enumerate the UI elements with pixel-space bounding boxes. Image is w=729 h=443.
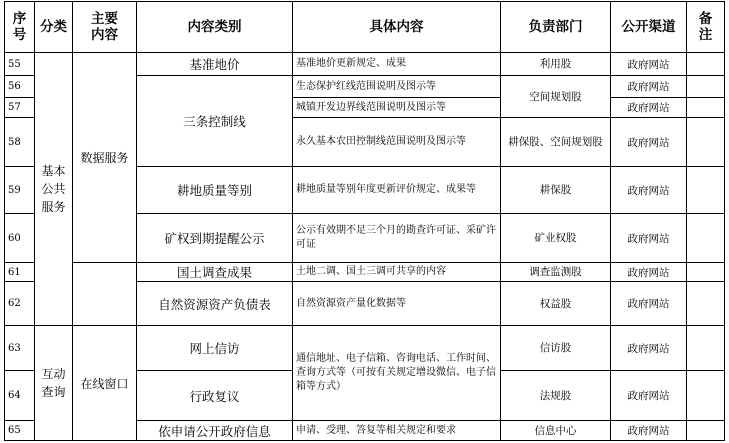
remark-cell xyxy=(687,167,725,214)
channel-cell: 政府网站 xyxy=(611,118,687,167)
remark-cell xyxy=(687,371,725,421)
department-cell: 利用股 xyxy=(501,53,611,76)
channel-cell: 政府网站 xyxy=(611,214,687,263)
content-type-cell: 国土调查成果 xyxy=(137,263,293,282)
department-cell: 耕保股、空间规划股 xyxy=(501,118,611,167)
detail-cell: 通信地址、电子信箱、咨询电话、工作时间、查询方式等（可按有关规定增设微信、电子信箱等方式） xyxy=(293,326,501,421)
row-number: 63 xyxy=(5,326,35,371)
main-content-cell xyxy=(73,263,137,326)
detail-cell: 自然资源资产量化数据等 xyxy=(293,282,501,326)
detail-cell: 耕地质量等别年度更新评价规定、成果等 xyxy=(293,167,501,214)
department-cell: 信访股 xyxy=(501,326,611,371)
remark-cell xyxy=(687,282,725,326)
remark-cell xyxy=(687,263,725,282)
header-channel: 公开渠道 xyxy=(611,2,687,53)
department-cell: 矿业权股 xyxy=(501,214,611,263)
row-number: 57 xyxy=(5,98,35,118)
row-number: 61 xyxy=(5,263,35,282)
detail-cell: 城镇开发边界线范围说明及图示等 xyxy=(293,98,501,118)
department-cell: 权益股 xyxy=(501,282,611,326)
remark-cell xyxy=(687,118,725,167)
header-department: 负责部门 xyxy=(501,2,611,53)
header-content-type: 内容类别 xyxy=(137,2,293,53)
row-number: 56 xyxy=(5,76,35,98)
remark-cell xyxy=(687,421,725,441)
content-type-cell: 基准地价 xyxy=(137,53,293,76)
content-type-cell: 依申请公开政府信息 xyxy=(137,421,293,441)
row-number: 62 xyxy=(5,282,35,326)
channel-cell: 政府网站 xyxy=(611,421,687,441)
row-number: 64 xyxy=(5,371,35,421)
content-type-cell: 矿权到期提醒公示 xyxy=(137,214,293,263)
category-cell: 互动 查询 xyxy=(35,326,73,441)
main-content-cell: 数据服务 xyxy=(73,53,137,263)
row-number: 55 xyxy=(5,53,35,76)
content-type-cell: 网上信访 xyxy=(137,326,293,371)
table-row xyxy=(5,263,725,282)
department-cell: 法规股 xyxy=(501,371,611,421)
header-remark: 备 注 xyxy=(687,2,725,53)
department-cell: 信息中心 xyxy=(501,421,611,441)
header-detail: 具体内容 xyxy=(293,2,501,53)
content-type-cell: 三条控制线 xyxy=(137,76,293,167)
content-type-cell: 耕地质量等别 xyxy=(137,167,293,214)
remark-cell xyxy=(687,98,725,118)
channel-cell: 政府网站 xyxy=(611,263,687,282)
channel-cell: 政府网站 xyxy=(611,371,687,421)
department-cell: 耕保股 xyxy=(501,167,611,214)
channel-cell: 政府网站 xyxy=(611,167,687,214)
table-row xyxy=(5,326,725,371)
table-row xyxy=(5,53,725,76)
channel-cell: 政府网站 xyxy=(611,53,687,76)
row-number: 65 xyxy=(5,421,35,441)
detail-cell: 基准地价更新规定、成果 xyxy=(293,53,501,76)
remark-cell xyxy=(687,326,725,371)
detail-cell: 永久基本农田控制线范围说明及图示等 xyxy=(293,118,501,167)
channel-cell: 政府网站 xyxy=(611,98,687,118)
channel-cell: 政府网站 xyxy=(611,282,687,326)
remark-cell xyxy=(687,53,725,76)
header-seq: 序 号 xyxy=(5,2,35,53)
row-number: 59 xyxy=(5,167,35,214)
detail-cell: 公示有效期不足三个月的勘查许可证、采矿许可证 xyxy=(293,214,501,263)
disclosure-table xyxy=(4,1,725,441)
detail-cell: 生态保护红线范围说明及图示等 xyxy=(293,76,501,98)
department-cell: 空间规划股 xyxy=(501,76,611,118)
category-cell: 基本 公共 服务 xyxy=(35,53,73,326)
remark-cell xyxy=(687,214,725,263)
content-type-cell: 行政复议 xyxy=(137,371,293,421)
remark-cell xyxy=(687,76,725,98)
header-category: 分类 xyxy=(35,2,73,53)
content-type-cell: 自然资源资产负债表 xyxy=(137,282,293,326)
row-number: 60 xyxy=(5,214,35,263)
channel-cell: 政府网站 xyxy=(611,326,687,371)
detail-cell: 土地二调、国土三调可共享的内容 xyxy=(293,263,501,282)
department-cell: 调查监测股 xyxy=(501,263,611,282)
header-main-content: 主要 内容 xyxy=(73,2,137,53)
header-row xyxy=(5,2,725,53)
row-number: 58 xyxy=(5,118,35,167)
channel-cell: 政府网站 xyxy=(611,76,687,98)
detail-cell: 申请、受理、答复等相关规定和要求 xyxy=(293,421,501,441)
main-content-cell: 在线窗口 xyxy=(73,326,137,441)
